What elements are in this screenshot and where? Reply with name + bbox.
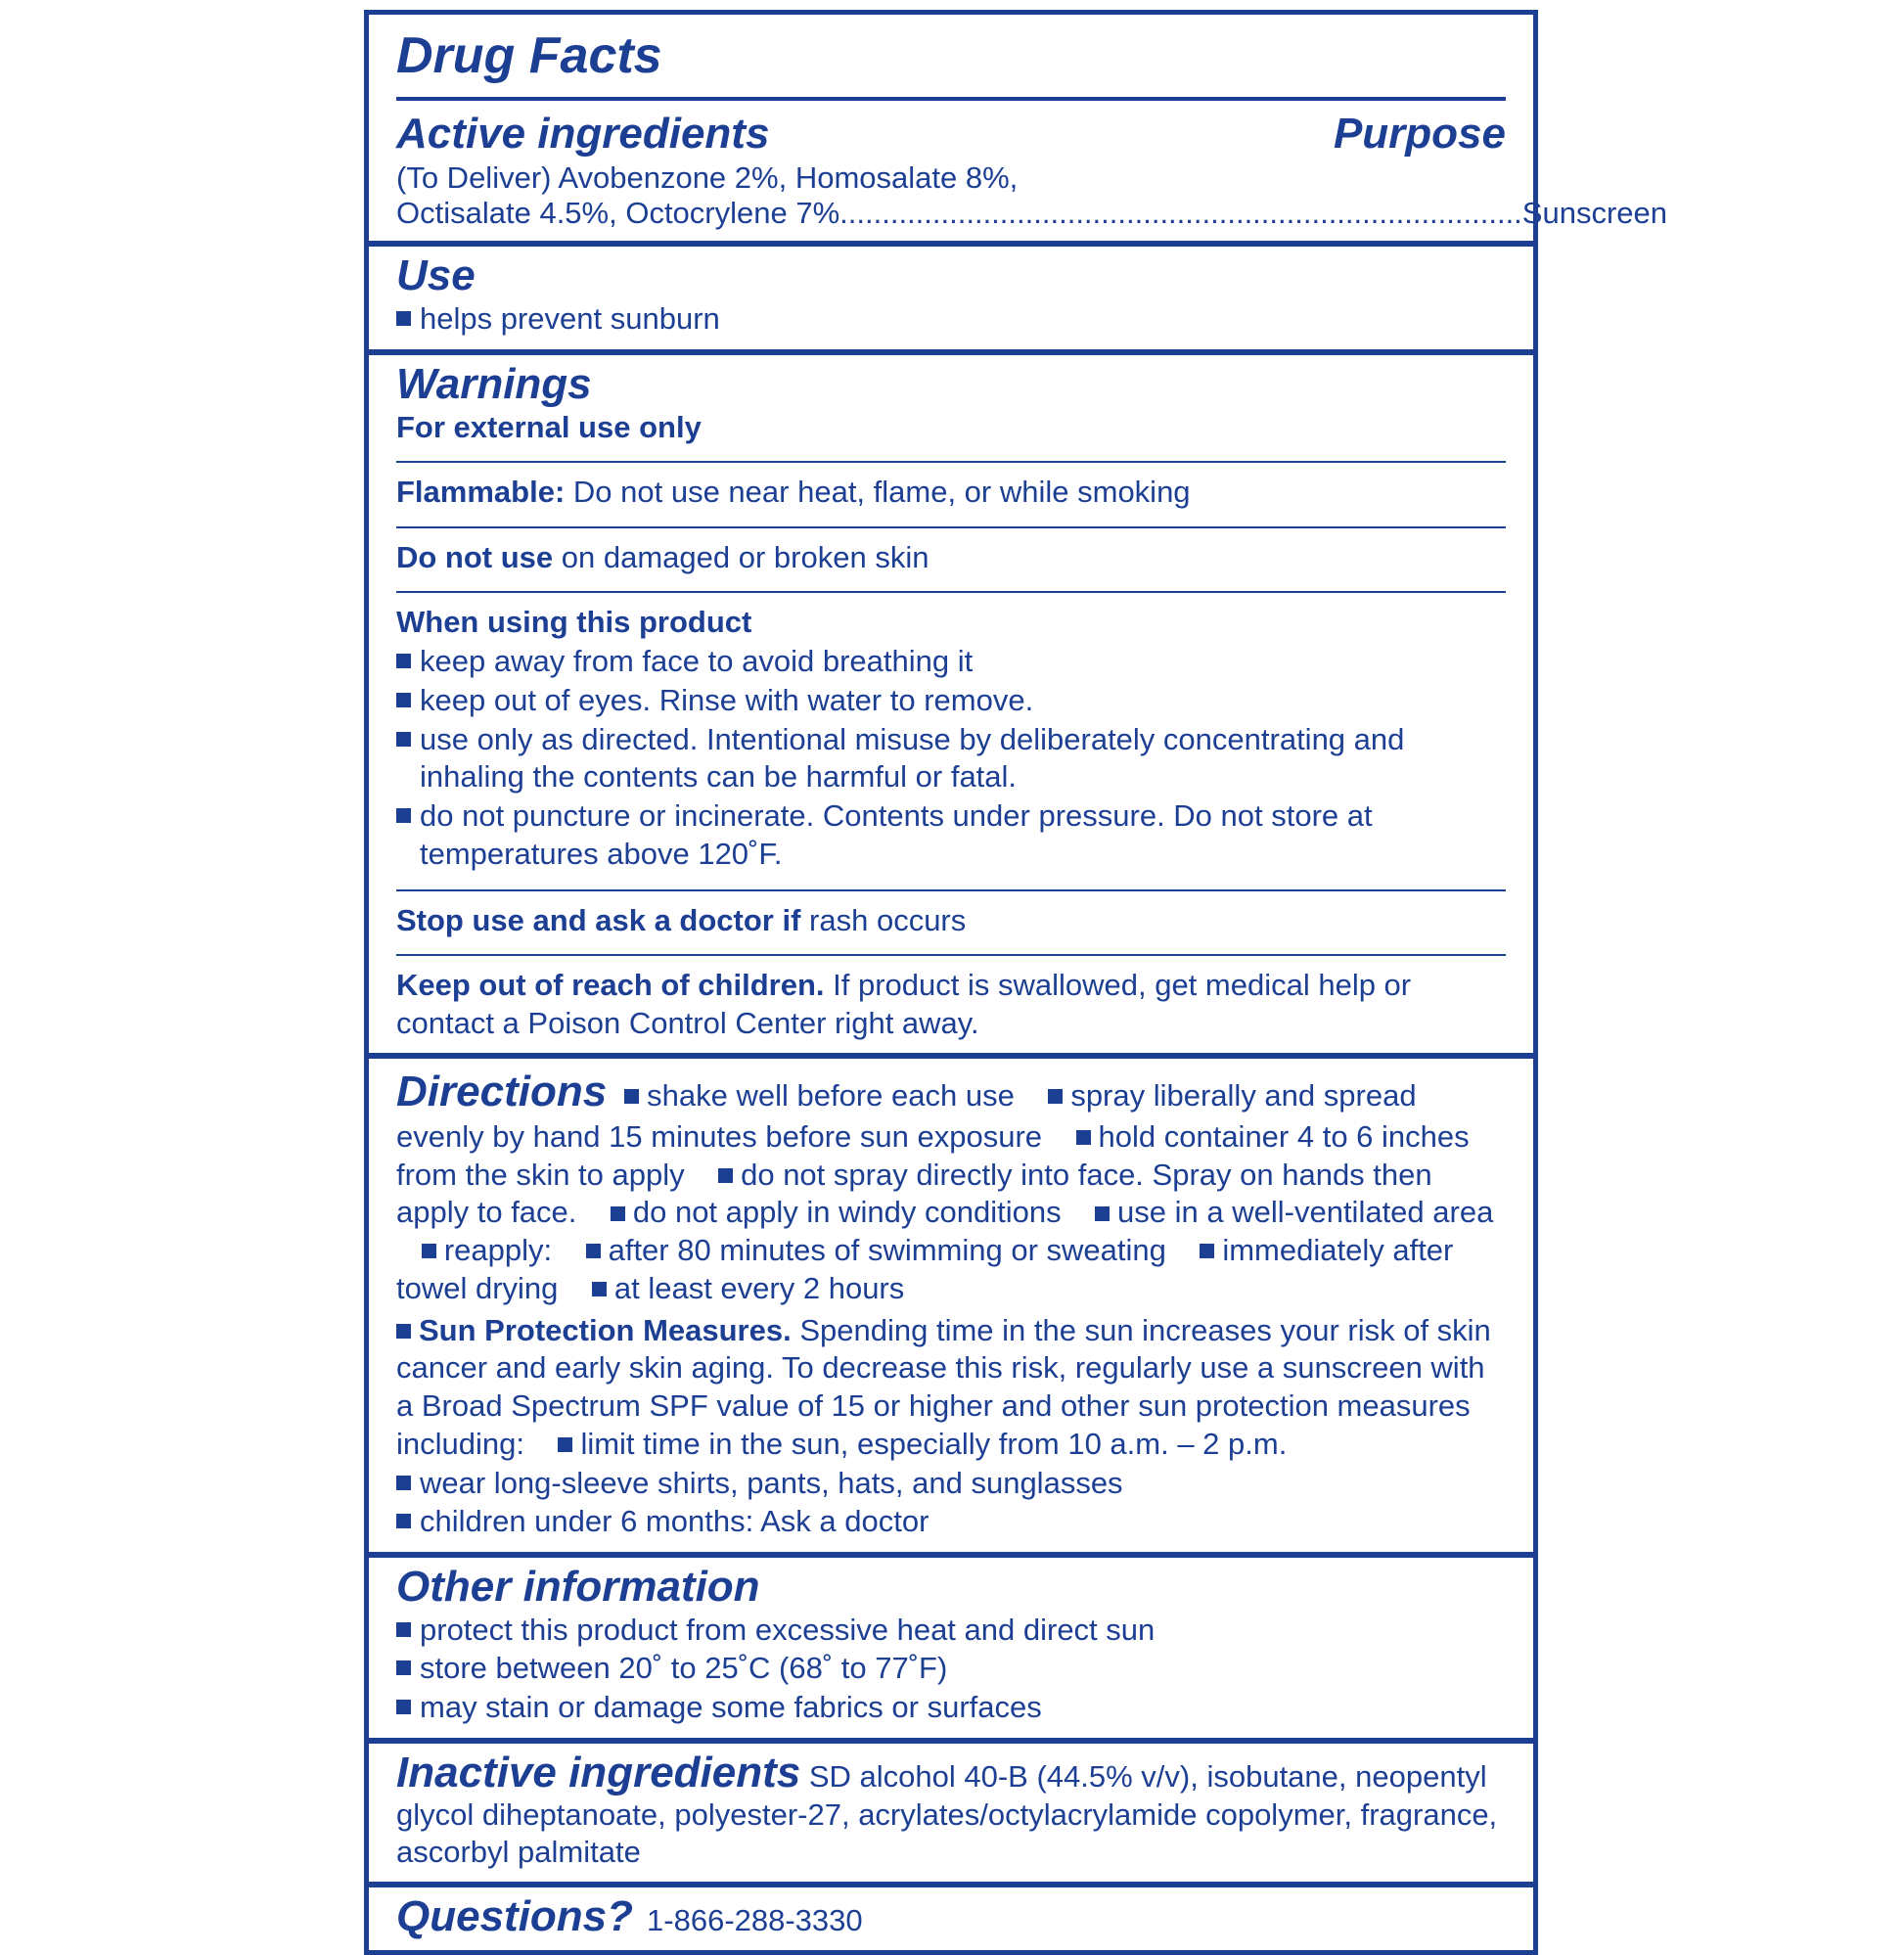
bullet-square-icon	[396, 808, 411, 823]
bullet-square-icon	[422, 1244, 436, 1258]
sun-protection-measures	[396, 1312, 1506, 1464]
other-information-item	[396, 1689, 1506, 1727]
keep-out-text: If product is swallowed, get medical help or contact a Poison Control Center right away.	[396, 968, 1412, 1041]
bullet-square-icon	[1095, 1206, 1110, 1221]
spm-bullet-item	[396, 1465, 1506, 1503]
stop-use-text: rash occurs	[800, 902, 967, 937]
directions-item: immediately after towel drying	[396, 1233, 1454, 1305]
warnings-heading: Warnings	[396, 359, 592, 408]
bullet-square-icon	[1200, 1244, 1214, 1258]
bullet-square-icon	[592, 1282, 607, 1296]
other-information-section	[369, 1558, 1533, 1738]
bullet-square-icon	[396, 311, 411, 326]
flammable-text: Do not use near heat, flame, or while smoking	[565, 474, 1191, 509]
other-information-item-label: may stain or damage some fabrics or surfaces	[420, 1690, 1042, 1725]
other-information-heading: Other information	[396, 1563, 760, 1612]
directions-item: spray liberally and spread evenly by hand 15 minutes before sun exposure	[396, 1077, 1417, 1154]
warnings-divider-3	[369, 591, 1533, 593]
questions-phone[interactable]: 1-866-288-3330	[647, 1903, 863, 1938]
title-section	[369, 15, 1533, 95]
bullet-square-icon	[396, 732, 411, 747]
directions-item: shake well before each use	[647, 1077, 1015, 1113]
bullet-square-icon	[396, 693, 411, 707]
directions-item: use in a well-ventilated area	[1117, 1195, 1494, 1230]
warnings-divider-4	[369, 889, 1533, 891]
spm-bullet-item	[396, 1503, 1506, 1541]
directions-section	[369, 1059, 1533, 1552]
bullet-square-icon	[624, 1089, 639, 1104]
warnings-when-using	[369, 598, 1533, 884]
bullet-square-icon	[586, 1244, 601, 1258]
flammable-label: Flammable:	[396, 474, 566, 509]
when-using-item-label: use only as directed. Intentional misuse by deliberately concentrating and inhaling the contents can be harmful or fatal.	[420, 721, 1405, 795]
directions-flow	[396, 1065, 1506, 1308]
keep-out-label: Keep out of reach of children.	[396, 968, 825, 1003]
when-using-label: When using this product	[396, 605, 752, 640]
bullet-square-icon	[1076, 1130, 1091, 1145]
questions-section	[369, 1887, 1533, 1950]
warnings-do-not-use	[369, 533, 1533, 587]
active-ingredients-line-2	[396, 196, 1668, 231]
inactive-ingredients-heading: Inactive ingredients	[396, 1748, 801, 1796]
active-ingredients-section	[369, 105, 1668, 241]
bullet-square-icon	[1048, 1089, 1063, 1104]
questions-row	[396, 1893, 1506, 1940]
directions-item: reapply:	[443, 1233, 553, 1268]
bullet-square-icon	[558, 1437, 572, 1452]
warnings-section	[369, 355, 1533, 456]
warnings-divider-5	[369, 954, 1533, 956]
inactive-flow	[396, 1750, 1506, 1872]
stop-use-label: Stop use and ask a doctor if	[396, 902, 801, 937]
spm-item: children under 6 months: Ask a doctor	[420, 1504, 929, 1539]
directions-item: hold container 4 to 6 inches from the skin to apply	[396, 1118, 1470, 1192]
use-section	[369, 247, 1533, 348]
do-not-use-text: on damaged or broken skin	[553, 539, 929, 574]
warnings-divider-1	[369, 461, 1533, 463]
inactive-ingredients-section	[369, 1744, 1533, 1882]
purpose-heading: Purpose	[1333, 110, 1506, 158]
warnings-divider-2	[369, 526, 1533, 528]
bullet-square-icon	[396, 1514, 411, 1528]
other-information-item-label: protect this product from excessive heat and direct sun	[420, 1612, 1156, 1647]
active-ingredients-heading: Active ingredients	[396, 110, 770, 158]
active-ingredients-line-1: (To Deliver) Avobenzone 2%, Homosalate 8%,	[396, 159, 1019, 195]
when-using-item-label: keep out of eyes. Rinse with water to remove.	[420, 682, 1034, 717]
warnings-stop-use	[369, 896, 1533, 950]
active-heading-row	[396, 111, 1506, 158]
spm-text: Spending time in the sun increases your risk of skin cancer and early skin aging. To decrease this risk, regularly use a sunscreen with a Broad Spectrum SPF value of 15 or higher and other sun protection measures including:	[396, 1312, 1491, 1461]
bullet-square-icon	[396, 1660, 411, 1675]
bullet-square-icon	[396, 1476, 411, 1490]
active-ingredients-line-2-left: Octisalate 4.5%, Octocrylene 7%	[396, 196, 840, 231]
spm-item: limit time in the sun, especially from 10 a.m. – 2 p.m.	[580, 1426, 1288, 1461]
when-using-item	[396, 721, 1506, 797]
page-title: Drug Facts	[396, 27, 662, 84]
other-information-item-label: store between 20˚ to 25˚C (68˚ to 77˚F)	[420, 1651, 948, 1686]
do-not-use-label: Do not use	[396, 539, 554, 574]
when-using-item	[396, 682, 1506, 720]
warnings-keep-out-of-reach	[369, 961, 1533, 1053]
bullet-square-icon	[396, 1700, 411, 1714]
directions-item: after 80 minutes of swimming or sweating	[608, 1233, 1166, 1268]
directions-item: do not apply in windy conditions	[632, 1195, 1062, 1230]
bullet-square-icon	[611, 1206, 625, 1221]
directions-item: do not spray directly into face. Spray on hands then apply to face.	[396, 1157, 1432, 1230]
drug-facts-panel	[364, 10, 1668, 1955]
inactive-ingredients-text: SD alcohol 40-B (44.5% v/v), isobutane, neopentyl glycol diheptanoate, polyester-27, acrylates/octylacrylamide copolymer, fragrance, ascorbyl palmitate	[396, 1758, 1498, 1870]
use-item-label: helps prevent sunburn	[420, 300, 720, 336]
bullet-square-icon	[396, 1622, 411, 1637]
directions-heading: Directions	[396, 1067, 608, 1115]
bullet-square-icon	[396, 654, 411, 668]
warnings-flammable	[369, 468, 1533, 522]
when-using-item	[396, 797, 1506, 874]
purpose-value: Sunscreen	[1521, 196, 1668, 231]
questions-heading: Questions?	[396, 1892, 634, 1941]
use-item	[396, 300, 1506, 339]
title-divider	[369, 97, 1533, 101]
other-information-item	[396, 1612, 1506, 1650]
bullet-square-icon	[718, 1168, 733, 1183]
directions-item: at least every 2 hours	[613, 1270, 905, 1305]
spm-label: Sun Protection Measures.	[419, 1312, 792, 1347]
spm-item: wear long-sleeve shirts, pants, hats, and sunglasses	[420, 1465, 1123, 1500]
when-using-item-label: keep away from face to avoid breathing it	[420, 644, 974, 679]
use-heading: Use	[396, 251, 476, 300]
leader-dots: .................................................................................	[839, 196, 1522, 231]
bullet-square-icon	[396, 1324, 411, 1339]
other-information-item	[396, 1650, 1506, 1688]
when-using-item-label: do not puncture or incinerate. Contents under pressure. Do not store at temperatures above 120˚F.	[420, 798, 1373, 871]
when-using-item	[396, 643, 1506, 681]
warnings-external-use: For external use only	[396, 410, 702, 445]
